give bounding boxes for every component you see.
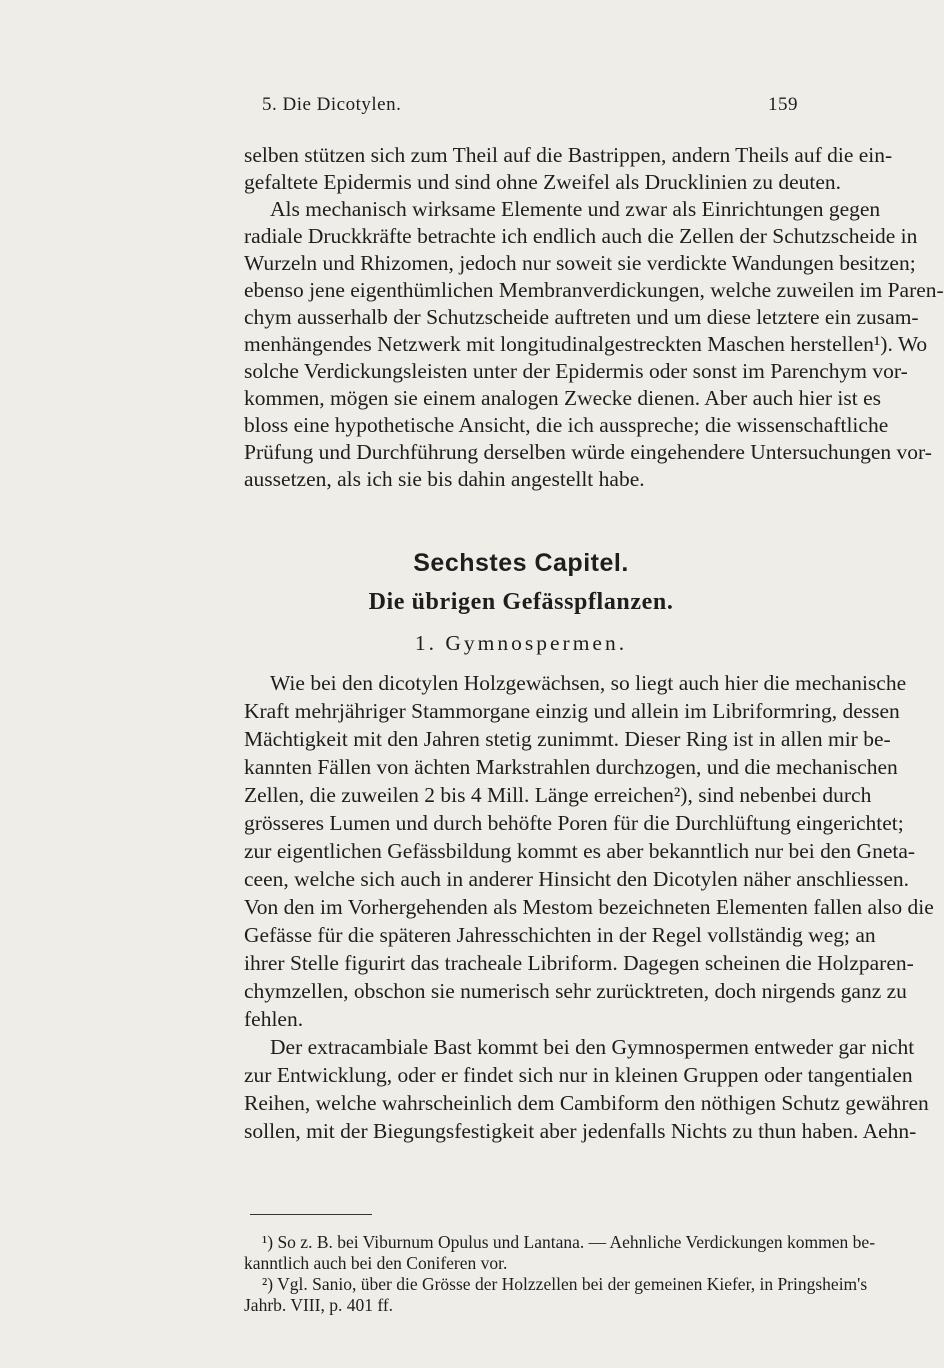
text-line: Gefässe für die späteren Jahresschichten in der Regel vollständig weg; an [244, 923, 876, 947]
page-number: 159 [768, 94, 798, 115]
text-line: ceen, welche sich auch in anderer Hinsicht den Dicotylen näher anschliessen. [244, 867, 910, 891]
text-line: gefaltete Epidermis und sind ohne Zweifel als Drucklinien zu deuten. [244, 170, 842, 194]
text-line: radiale Druckkräfte betrachte ich endlich auch die Zellen der Schutzscheide in [244, 224, 918, 248]
text-line: Zellen, die zuweilen 2 bis 4 Mill. Länge erreichen²), sind nebenbei durch [244, 783, 872, 807]
text-line: zur eigentlichen Gefässbildung kommt es aber bekanntlich nur bei den Gneta- [244, 839, 916, 863]
text-line: Kraft mehrjähriger Stammorgane einzig und allein im Libriformring, dessen [244, 699, 900, 723]
text-line: kommen, mögen sie einem analogen Zwecke dienen. Aber auch hier ist es [244, 386, 882, 410]
text-line: Der extracambiale Bast kommt bei den Gymnospermen entweder gar nicht [270, 1035, 915, 1059]
text-line: zur Entwicklung, oder er findet sich nur in kleinen Gruppen oder tangentialen [244, 1063, 913, 1087]
text-line: solche Verdickungsleisten unter der Epidermis oder sonst im Parenchym vor- [244, 359, 908, 383]
text-line: fehlen. [244, 1007, 304, 1031]
text-line: selben stützen sich zum Theil auf die Bastrippen, andern Theils auf die ein- [244, 143, 893, 167]
text-line: Von den im Vorhergehenden als Mestom bezeichneten Elementen fallen also die [244, 895, 934, 919]
text-line: menhängendes Netzwerk mit longitudinalgestreckten Maschen herstellen¹). Wo [244, 332, 928, 356]
section-heading: Die übrigen Gefässpflanzen. [368, 589, 674, 615]
footnote-rule [250, 1214, 372, 1215]
running-title: 5. Die Dicotylen. [262, 94, 402, 115]
text-line: Als mechanisch wirksame Elemente und zwar als Einrichtungen gegen [270, 197, 881, 221]
footnote-line: ²) Vgl. Sanio, über die Grösse der Holzzellen bei der gemeinen Kiefer, in Pringsheim's [262, 1274, 868, 1294]
text-line: kannten Fällen von ächten Markstrahlen durchzogen, und die mechanischen [244, 755, 898, 779]
text-line: grösseres Lumen und durch behöfte Poren für die Durchlüftung eingerichtet; [244, 811, 904, 835]
text-line: chym ausserhalb der Schutzscheide auftreten und um diese letztere ein zusam- [244, 305, 919, 329]
text-line: bloss eine hypothetische Ansicht, die ich ausspreche; die wissenschaftliche [244, 413, 889, 437]
footnote-line: ¹) So z. B. bei Viburnum Opulus und Lantana. — Aehnliche Verdickungen kommen be- [262, 1232, 876, 1252]
text-line: Wurzeln und Rhizomen, jedoch nur soweit sie verdickte Wandungen besitzen; [244, 251, 916, 275]
running-header [250, 94, 798, 118]
text-line: sollen, mit der Biegungsfestigkeit aber jedenfalls Nichts zu thun haben. Aehn- [244, 1119, 917, 1143]
text-line: chymzellen, obschon sie numerisch sehr zurücktreten, doch nirgends ganz zu [244, 979, 907, 1003]
footnote-line: kanntlich auch bei den Coniferen vor. [244, 1253, 508, 1273]
text-line: ihrer Stelle figurirt das tracheale Libriform. Dagegen scheinen die Holzparen- [244, 951, 914, 975]
chapter-heading: Sechstes Capitel. [413, 549, 629, 577]
text-line: Reihen, welche wahrscheinlich dem Cambiform den nöthigen Schutz gewähren [244, 1091, 929, 1115]
subsection-heading: 1. Gymnospermen. [414, 631, 628, 655]
text-line: ebenso jene eigenthümlichen Membranverdickungen, welche zuweilen im Paren- [244, 278, 944, 302]
text-line: Wie bei den dicotylen Holzgewächsen, so liegt auch hier die mechanische [270, 671, 907, 695]
text-line: Prüfung und Durchführung derselben würde eingehendere Untersuchungen vor- [244, 440, 932, 464]
footnote-line: Jahrb. VIII, p. 401 ff. [244, 1295, 394, 1315]
text-line: Mächtigkeit mit den Jahren stetig zunimmt. Dieser Ring ist in allen mir be- [244, 727, 891, 751]
text-line: aussetzen, als ich sie bis dahin angestellt habe. [244, 467, 645, 491]
